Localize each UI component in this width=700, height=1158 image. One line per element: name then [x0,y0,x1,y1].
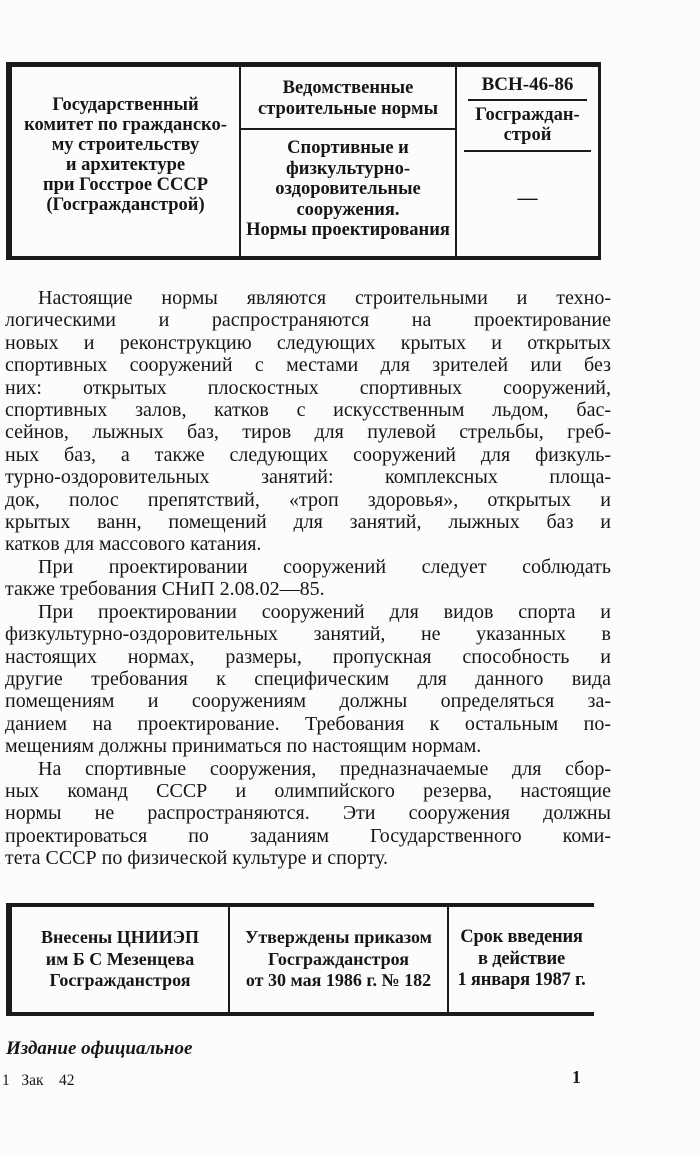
page-number: 1 [572,1067,581,1087]
body-paragraph-national-teams: На спортивные сооружения, предназначаемые для сбор- ных команд СССР и олимпийского резерва, настоящие нормы не распространяются. Эти сооружения должны проектироваться по заданиям Государственного коми- тета СССР по физической культуре и спорту. [5,757,611,870]
header-table [6,62,601,260]
document-title-cell [241,67,457,256]
approved-by-cell: Утверждены приказом Госгражданстроя от 30 мая 1986 г. № 182 [230,907,449,1012]
body-paragraph-snip: При проектировании сооружений следует соблюдать также требования СНиП 2.08.02—85. [5,555,611,601]
replaces-dash: — [517,187,538,209]
document-code: ВСН-46-86 [468,75,587,101]
body-paragraph-other-sports: При проектировании сооружений для видов спорта и физкультурно-оздоровительных занятий, не указанных в настоящих нормах, размеры, пропускная способность и другие требования к специфическим для данного вида помещениям и сооружениям должны определяться за- данием на проектирование. Требования к остальным по- мещениям должны приниматься по настоящим нормам. [5,600,611,758]
official-edition-note: Издание официальное [6,1038,193,1059]
issuer-name: Госграждан- строй [475,105,580,145]
document-code-cell [457,67,598,256]
effective-date-cell: Срок введения в действие 1 января 1987 г. [457,927,586,991]
document-title: Спортивные и физкультурно- оздоровительные сооружения. Нормы проектирования [246,138,450,240]
issuing-committee-cell: Государственный комитет по гражданско- му строительству и архитектуре при Госстрое СССР (Госгражданстрой) [12,67,241,256]
body-paragraph-scope: Настоящие нормы являются строительными и техно- логическими и распространяются на проектирование новых и реконструкцию следующих крытых и открытых спортивных сооружений с местами для зрителей или без них: открытых плоскостных спортивных сооружений, спортивных залов, катков с искусственным льдом, бас- сейнов, лыжных баз, тиров для пулевой стрельбы, греб- ных баз, а также следующих сооружений для физкуль- турно-оздоровительных занятий: комплексных площа- док, полос препятствий, «троп здоровья», открытых и крытых ванн, помещений для занятий, лыжных баз и катков для массового катания. [5,287,611,556]
document-type: Ведомственные строительные нормы [241,67,455,130]
submitted-by-cell: Внесены ЦНИИЭП им Б С Мезенцева Госгражданстроя [12,907,230,1012]
body-text [5,287,611,870]
footer-table [6,903,594,1016]
printer-order-mark: 1 Зак 42 [2,1072,75,1089]
